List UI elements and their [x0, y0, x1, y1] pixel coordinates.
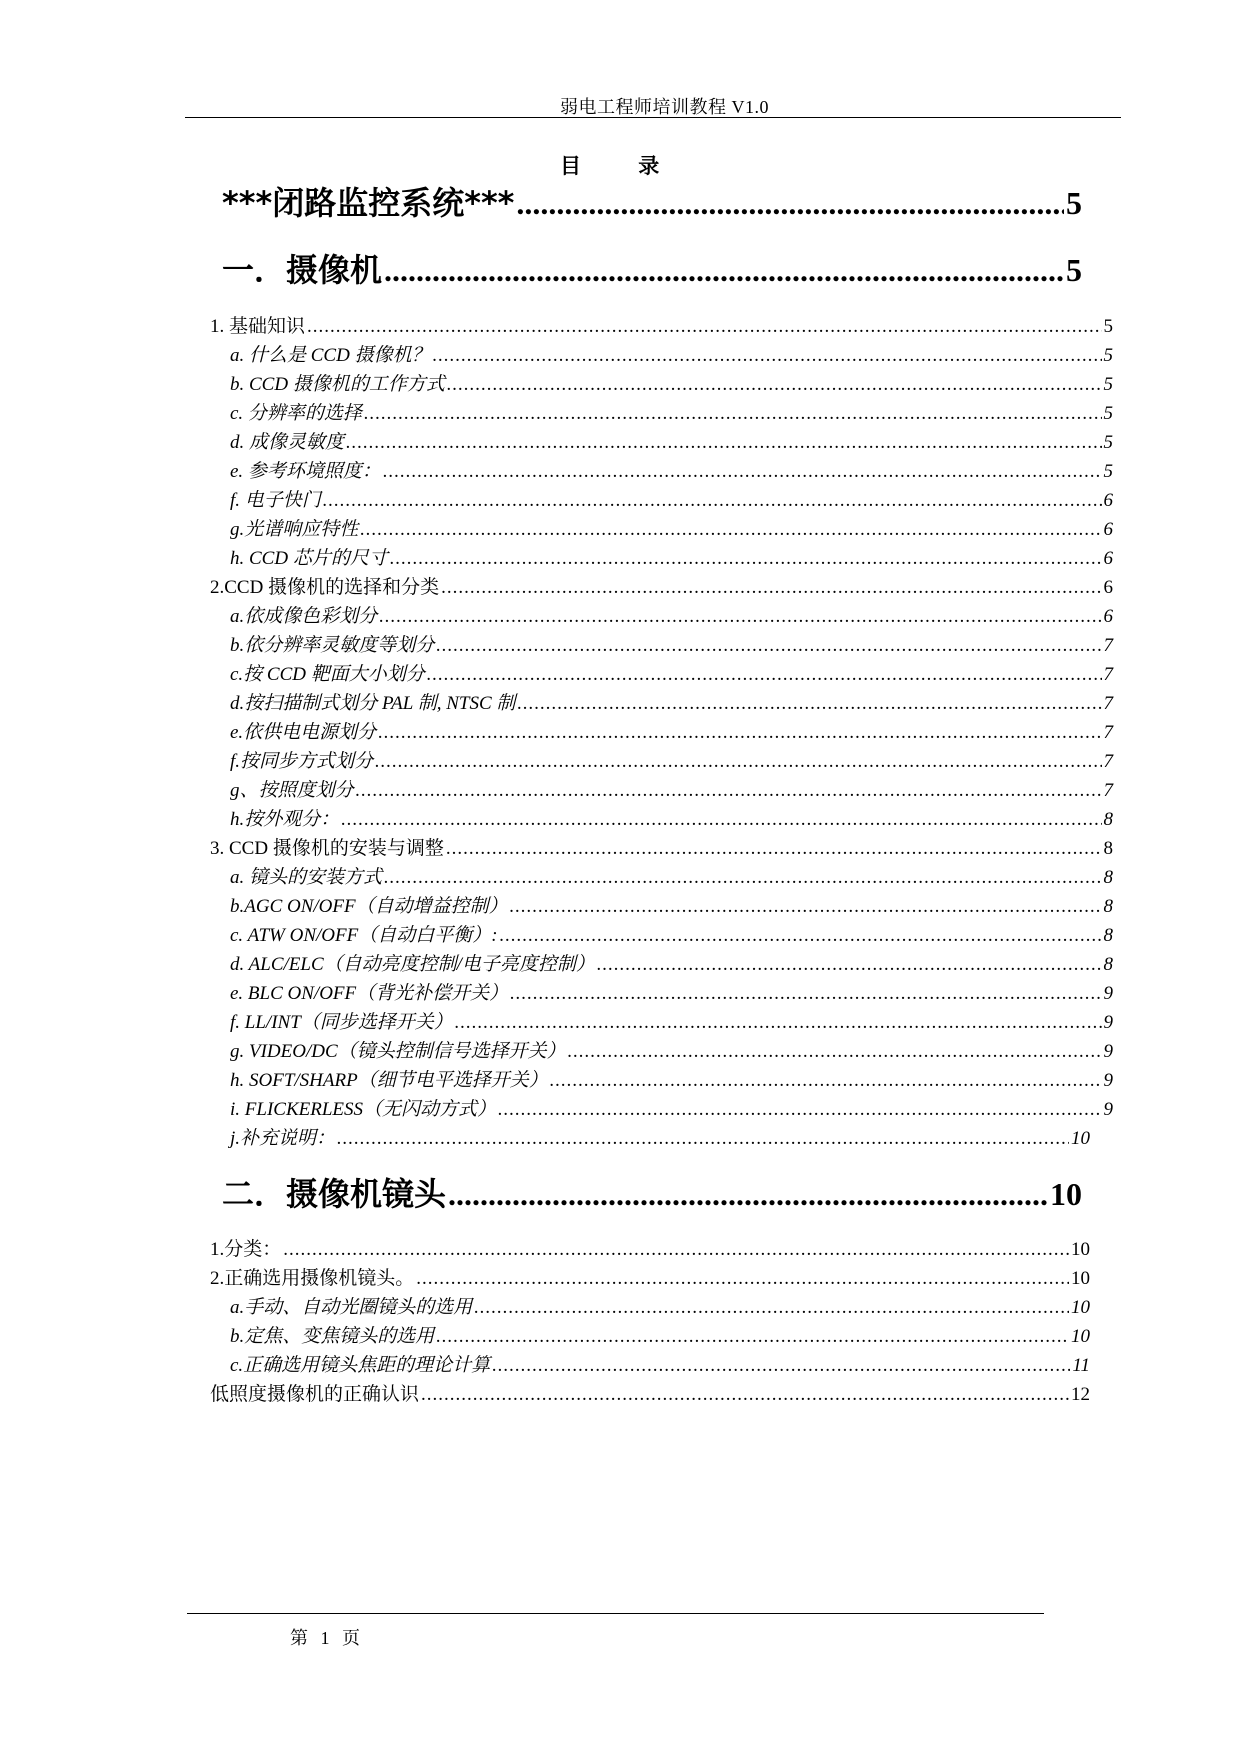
toc-entry-page: 9 — [1103, 982, 1113, 1004]
toc-entry-title: 二．摄像机镜头 — [222, 1174, 447, 1213]
toc-subsection-entry[interactable] — [230, 659, 1113, 686]
toc-entry-title: a. 镜头的安装方式 — [230, 866, 383, 888]
toc-dot-leader — [433, 345, 1102, 367]
toc-dot-leader — [346, 432, 1101, 454]
toc-dot-leader — [384, 867, 1101, 889]
toc-dot-leader — [360, 519, 1101, 541]
toc-dot-leader — [516, 185, 1064, 222]
toc-dot-leader — [510, 983, 1101, 1005]
toc-entry-title: ***闭路监控系统*** — [222, 183, 515, 222]
toc-entry-title: e.依供电电源划分 — [230, 721, 377, 743]
toc-dot-leader — [378, 722, 1101, 744]
toc-entry-page: 7 — [1103, 692, 1113, 714]
toc-entry-title: b.定焦、变焦镜头的选用 — [230, 1325, 435, 1347]
toc-dot-leader — [568, 1041, 1102, 1063]
toc-entry-title: c. ATW ON/OFF（自动白平衡）: — [230, 924, 498, 946]
toc-entry-page: 9 — [1103, 1069, 1113, 1091]
toc-entry-page: 8 — [1103, 808, 1113, 830]
toc-dot-leader — [364, 403, 1102, 425]
toc-subsection-entry[interactable] — [230, 804, 1113, 831]
toc-subsection-entry[interactable] — [230, 862, 1113, 889]
toc-dot-leader — [375, 751, 1101, 773]
toc-chapter-entry[interactable] — [222, 1169, 1082, 1215]
toc-dot-leader — [492, 1355, 1070, 1377]
toc-entry-title: b.依分辨率灵敏度等划分 — [230, 634, 435, 656]
toc-entry-title: a. 什么是 CCD 摄像机？ — [230, 344, 431, 366]
toc-entry-page: 7 — [1103, 779, 1113, 801]
toc-dot-leader — [441, 577, 1101, 599]
toc-entry-title: a.依成像色彩划分 — [230, 605, 378, 627]
toc-subsection-entry[interactable] — [230, 746, 1113, 773]
toc-dot-leader — [341, 809, 1101, 831]
toc-dot-leader — [379, 606, 1101, 628]
toc-subsection-entry[interactable] — [230, 688, 1113, 715]
toc-subsection-entry[interactable] — [230, 1350, 1090, 1377]
toc-dot-leader — [474, 1297, 1069, 1319]
toc-dot-leader — [337, 1128, 1069, 1150]
toc-entry-page: 11 — [1072, 1354, 1090, 1376]
toc-entry-title: g. VIDEO/DC（镜头控制信号选择开关） — [230, 1040, 566, 1062]
toc-entry-title: c.正确选用镜头焦距的理论计算 — [230, 1354, 491, 1376]
toc-dot-leader — [455, 1012, 1102, 1034]
toc-title: 目 录 — [560, 154, 661, 178]
toc-entry-title: 1. 基础知识 — [210, 315, 306, 337]
toc-subsection-entry[interactable] — [230, 456, 1113, 483]
toc-entry-page: 6 — [1103, 489, 1113, 511]
toc-entry-page: 7 — [1103, 634, 1113, 656]
toc-entry-page: 5 — [1103, 373, 1113, 395]
toc-dot-leader — [356, 780, 1102, 802]
toc-dot-leader — [510, 896, 1102, 918]
toc-entry-page: 6 — [1103, 605, 1113, 627]
toc-entry-page: 6 — [1103, 576, 1113, 598]
toc-entry-title: c.按 CCD 靶面大小划分 — [230, 663, 425, 685]
toc-dot-leader — [307, 316, 1101, 338]
toc-entry-page: 8 — [1103, 895, 1113, 917]
toc-dot-leader — [517, 693, 1101, 715]
toc-entry-title: h. CCD 芯片的尺寸 — [230, 547, 388, 569]
toc-entry-title: f. 电子快门 — [230, 489, 321, 511]
toc-entry-page: 8 — [1103, 953, 1113, 975]
toc-subsection-entry[interactable] — [230, 717, 1113, 744]
toc-subsection-entry[interactable] — [230, 630, 1113, 657]
toc-dot-leader — [384, 252, 1064, 289]
toc-subsection-entry[interactable] — [230, 543, 1113, 570]
toc-entry-title: d.按扫描制式划分 PAL 制, NTSC 制 — [230, 692, 516, 714]
toc-entry-title: 2.CCD 摄像机的选择和分类 — [210, 576, 440, 598]
toc-entry-title: d. 成像灵敏度 — [230, 431, 345, 453]
toc-entry-page: 8 — [1103, 866, 1113, 888]
toc-entry-page: 9 — [1103, 1040, 1113, 1062]
toc-entry-page: 10 — [1071, 1325, 1090, 1347]
toc-entry-title: h.按外观分： — [230, 808, 340, 830]
toc-entry-page: 5 — [1066, 251, 1082, 288]
toc-dot-leader — [500, 925, 1102, 947]
toc-subsection-entry[interactable] — [230, 891, 1113, 918]
toc-entry-page: 12 — [1071, 1383, 1090, 1405]
toc-subsection-entry[interactable] — [230, 601, 1113, 628]
toc-entry-title: b.AGC ON/OFF（自动增益控制） — [230, 895, 508, 917]
toc-entry-title: j.补充说明： — [230, 1127, 336, 1149]
toc-subsection-entry[interactable] — [230, 485, 1113, 512]
toc-entry-title: g、按照度划分 — [230, 779, 354, 801]
toc-dot-leader — [436, 635, 1101, 657]
toc-subsection-entry[interactable] — [230, 1321, 1090, 1348]
running-header: 弱电工程师培训教程 V1.0 — [560, 97, 769, 117]
toc-entry-page: 7 — [1103, 721, 1113, 743]
toc-dot-leader — [421, 1384, 1069, 1406]
toc-entry-page: 10 — [1071, 1296, 1090, 1318]
toc-entry-page: 5 — [1103, 431, 1113, 453]
toc-subsection-entry[interactable] — [230, 398, 1113, 425]
page-number: 第 1 页 — [290, 1628, 360, 1648]
toc-dot-leader — [446, 838, 1102, 860]
toc-dot-leader — [550, 1070, 1102, 1092]
toc-entry-page: 7 — [1103, 663, 1113, 685]
toc-entry-title: d. ALC/ELC（自动亮度控制/电子亮度控制） — [230, 953, 595, 975]
toc-entry-page: 5 — [1103, 460, 1113, 482]
toc-entry-page: 8 — [1103, 924, 1113, 946]
toc-subsection-entry[interactable] — [230, 1036, 1113, 1063]
toc-subsection-entry[interactable] — [230, 949, 1113, 976]
toc-dot-leader — [427, 664, 1102, 686]
toc-dot-leader — [448, 1176, 1048, 1213]
toc-entry-page: 8 — [1103, 837, 1113, 859]
toc-dot-leader — [436, 1326, 1069, 1348]
toc-dot-leader — [383, 461, 1102, 483]
toc-dot-leader — [323, 490, 1102, 512]
toc-subsection-entry[interactable] — [230, 1292, 1090, 1319]
toc-entry-title: 3. CCD 摄像机的安装与调整 — [210, 837, 444, 859]
toc-subsection-entry[interactable] — [230, 920, 1113, 947]
toc-entry-page: 10 — [1071, 1127, 1090, 1149]
footer-rule — [187, 1613, 1044, 1614]
toc-entry-title: 2.正确选用摄像机镜头。 — [210, 1267, 415, 1289]
toc-entry-page: 9 — [1103, 1098, 1113, 1120]
toc-entry-page: 6 — [1103, 547, 1113, 569]
toc-section-entry[interactable] — [210, 311, 1113, 338]
toc-entry-title: f.按同步方式划分 — [230, 750, 374, 772]
toc-entry-page: 10 — [1071, 1267, 1090, 1289]
toc-dot-leader — [416, 1268, 1069, 1290]
toc-subsection-entry[interactable] — [230, 978, 1113, 1005]
toc-subsection-entry[interactable] — [230, 427, 1113, 454]
toc-entry-title: 1.分类： — [210, 1238, 282, 1260]
toc-dot-leader — [447, 374, 1102, 396]
toc-subsection-entry[interactable] — [230, 775, 1113, 802]
toc-section-entry[interactable] — [210, 1379, 1090, 1406]
header-rule — [185, 117, 1121, 118]
toc-entry-page: 5 — [1103, 344, 1113, 366]
toc-entry-page: 5 — [1066, 184, 1082, 221]
toc-entry-title: c. 分辨率的选择 — [230, 402, 362, 424]
toc-entry-title: h. SOFT/SHARP（细节电平选择开关） — [230, 1069, 548, 1091]
toc-subsection-entry[interactable] — [230, 1007, 1113, 1034]
toc-section-entry[interactable] — [210, 1263, 1090, 1290]
toc-section-entry[interactable] — [210, 572, 1113, 599]
toc-entry-title: e. 参考环境照度： — [230, 460, 381, 482]
toc-entry-page: 5 — [1103, 402, 1113, 424]
toc-subsection-entry[interactable] — [230, 1123, 1090, 1150]
toc-subsection-entry[interactable] — [230, 340, 1113, 367]
toc-entry-page: 9 — [1103, 1011, 1113, 1033]
toc-section-entry[interactable] — [210, 833, 1113, 860]
toc-subsection-entry[interactable] — [230, 1065, 1113, 1092]
toc-dot-leader — [498, 1099, 1101, 1121]
toc-entry-title: e. BLC ON/OFF（背光补偿开关） — [230, 982, 509, 1004]
toc-subsection-entry[interactable] — [230, 514, 1113, 541]
toc-entry-page: 7 — [1103, 750, 1113, 772]
toc-dot-leader — [390, 548, 1102, 570]
toc-entry-title: a.手动、自动光圈镜头的选用 — [230, 1296, 473, 1318]
toc-dot-leader — [283, 1239, 1069, 1261]
toc-entry-title: b. CCD 摄像机的工作方式 — [230, 373, 445, 395]
toc-entry-page: 6 — [1103, 518, 1113, 540]
toc-subsection-entry[interactable] — [230, 369, 1113, 396]
toc-entry-title: i. FLICKERLESS（无闪动方式） — [230, 1098, 497, 1120]
toc-dot-leader — [597, 954, 1102, 976]
toc-entry-page: 10 — [1071, 1238, 1090, 1260]
toc-subsection-entry[interactable] — [230, 1094, 1113, 1121]
toc-entry-title: 一．摄像机 — [222, 250, 383, 289]
toc-entry-page: 10 — [1050, 1175, 1082, 1212]
toc-entry-title: g.光谱响应特性 — [230, 518, 359, 540]
toc-entry-page: 5 — [1103, 315, 1113, 337]
toc-section-entry[interactable] — [210, 1234, 1090, 1261]
toc-entry-title: f. LL/INT（同步选择开关） — [230, 1011, 453, 1033]
toc-entry-title: 低照度摄像机的正确认识 — [210, 1383, 420, 1405]
toc-chapter-entry[interactable] — [222, 178, 1082, 224]
toc-chapter-entry[interactable] — [222, 245, 1082, 291]
